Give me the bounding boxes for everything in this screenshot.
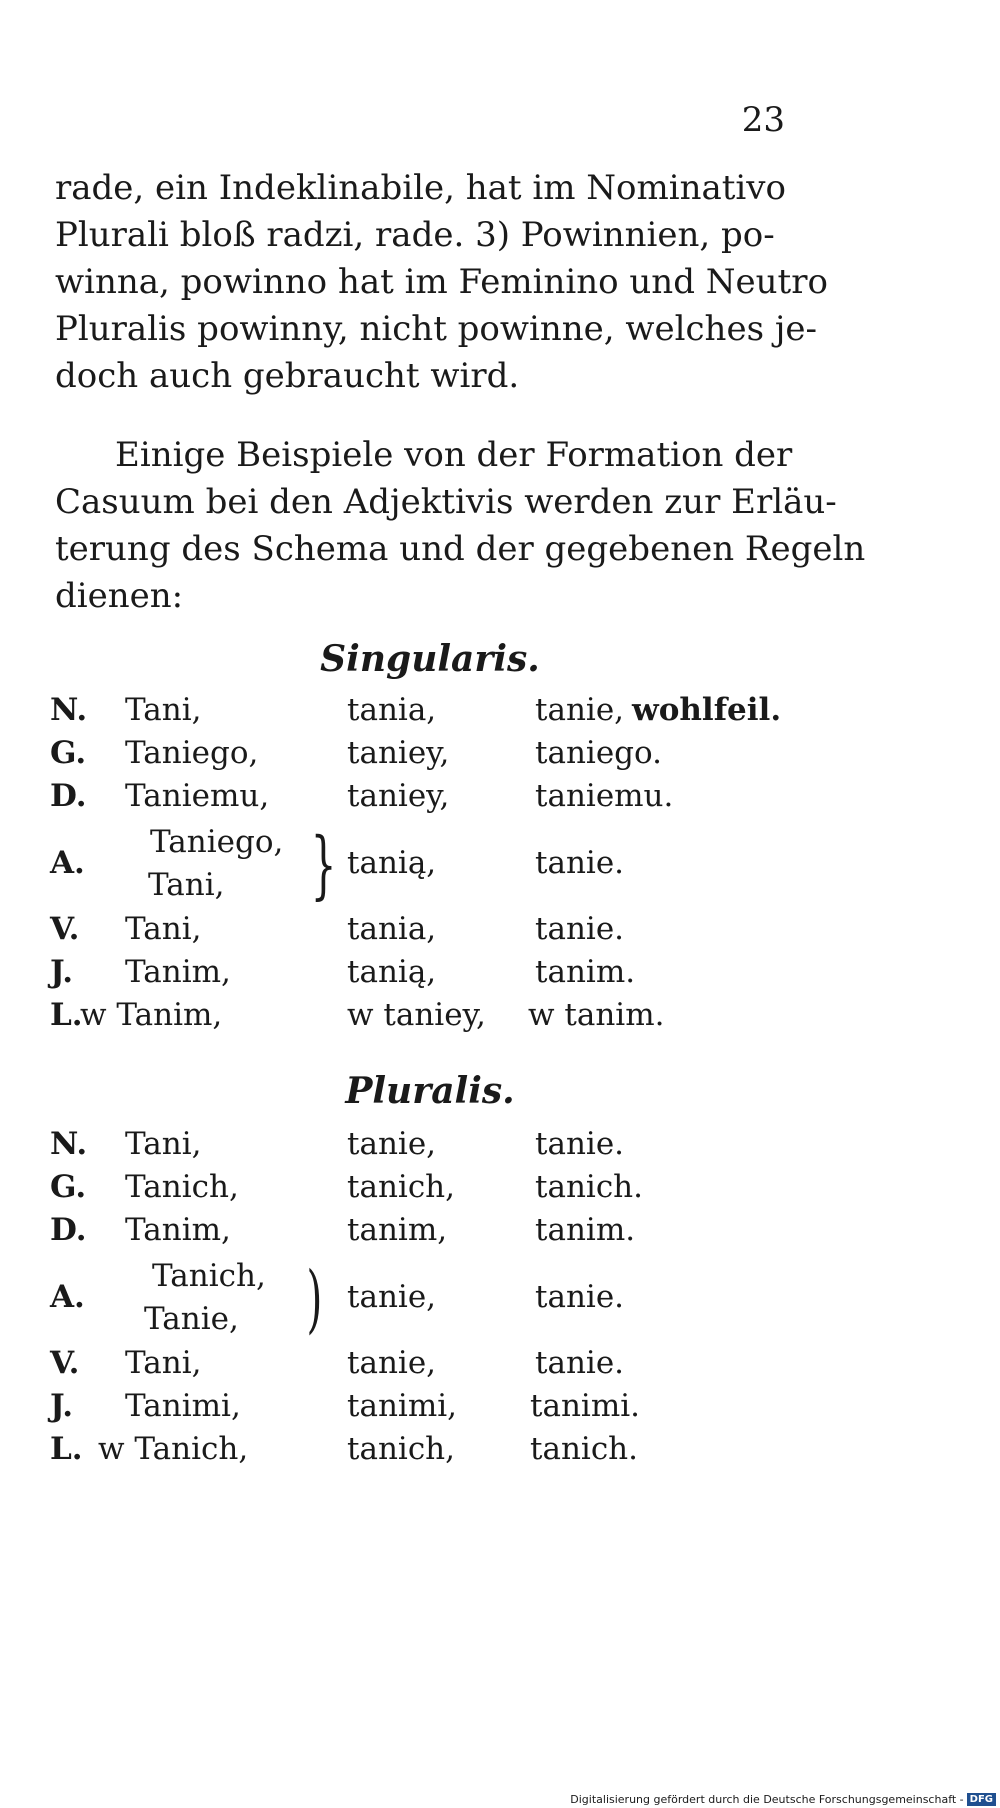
neuter-form: tanie. (535, 1279, 625, 1315)
text-line: Casuum bei den Adjektivis werden zur Erläu- (55, 482, 837, 522)
plural-heading: Pluralis. (345, 1070, 515, 1112)
case-label: N. (50, 1126, 88, 1162)
feminine-form: tania, (347, 692, 437, 728)
feminine-form: tanie, (347, 1345, 437, 1381)
table-row (50, 1169, 790, 1212)
singular-declension-table (50, 692, 790, 1040)
neuter-form: tanim. (535, 1212, 636, 1248)
brace: ) (306, 1256, 323, 1342)
case-label: A. (50, 1279, 85, 1315)
neuter-form: tanie. (535, 845, 625, 881)
neuter-form: taniemu. (535, 778, 674, 814)
masculine-form: Tani, (125, 911, 202, 947)
masculine-inanimate-form: Tani, (148, 867, 225, 903)
table-row (50, 954, 790, 997)
feminine-form: tanią, (347, 954, 437, 990)
text-line: Plurali bloß radzi, rade. 3) Powinnien, po- (55, 215, 775, 255)
feminine-form: tanich, (347, 1169, 456, 1205)
masculine-form: Tanich, (125, 1169, 239, 1205)
footer-text: Digitalisierung gefördert durch die Deutsche Forschungsgemeinschaft - (570, 1793, 964, 1806)
neuter-form: tanie. (535, 1126, 625, 1162)
neuter-form: tanim. (535, 954, 636, 990)
masculine-animate-form: Taniego, (150, 824, 284, 860)
feminine-form: tanich, (347, 1431, 456, 1467)
masculine-form: w Tanich, (98, 1431, 249, 1467)
case-label: J. (50, 1388, 74, 1424)
masculine-forms (120, 821, 283, 907)
table-row (50, 1212, 790, 1255)
neuter-value: tanie, (535, 692, 625, 728)
dfg-logo: DFG (967, 1793, 996, 1806)
case-label: J. (50, 954, 74, 990)
table-row (50, 1345, 790, 1388)
feminine-form: tanie, (347, 1126, 437, 1162)
gloss: wohlfeil. (632, 692, 782, 728)
case-label: G. (50, 1169, 87, 1205)
masculine-form: Taniego, (125, 735, 259, 771)
masculine-nonpersonal-form: Tanie, (144, 1301, 239, 1337)
feminine-form: tania, (347, 911, 437, 947)
digitization-footer (570, 1793, 996, 1806)
singular-heading: Singularis. (320, 638, 540, 680)
masculine-form: Tani, (125, 1345, 202, 1381)
feminine-form: tanim, (347, 1212, 448, 1248)
text-line: terung des Schema und der gegebenen Regeln (55, 529, 866, 569)
neuter-form (535, 692, 781, 728)
feminine-form: taniey, (347, 735, 450, 771)
neuter-form: tanie. (535, 911, 625, 947)
case-label: V. (50, 911, 80, 947)
masculine-form: Tanim, (125, 954, 231, 990)
case-label: L. (50, 1431, 83, 1467)
masculine-form: Tanim, (125, 1212, 231, 1248)
table-row (50, 1431, 790, 1474)
feminine-form: tanimi, (347, 1388, 457, 1424)
text-line: winna, powinno hat im Feminino und Neutro (55, 262, 828, 302)
masculine-form: Tani, (125, 692, 202, 728)
masculine-form: Taniemu, (125, 778, 270, 814)
case-label: G. (50, 735, 87, 771)
neuter-form: tanimi. (530, 1388, 640, 1424)
neuter-form: tanich. (530, 1431, 639, 1467)
case-label: V. (50, 1345, 80, 1381)
table-row (50, 1255, 790, 1345)
table-row (50, 692, 790, 735)
plural-declension-table (50, 1126, 790, 1474)
case-label: L. (50, 997, 83, 1033)
page-number: 23 (741, 100, 785, 140)
text-line: Einige Beispiele von der Formation der (115, 435, 793, 475)
masculine-forms (120, 1255, 266, 1341)
case-label: D. (50, 778, 87, 814)
table-row (50, 821, 790, 911)
text-line: doch auch gebraucht wird. (55, 356, 520, 396)
table-row (50, 1126, 790, 1169)
neuter-form: tanich. (535, 1169, 644, 1205)
table-row (50, 1388, 790, 1431)
text-line: Pluralis powinny, nicht powinne, welches je- (55, 309, 817, 349)
table-row (50, 911, 790, 954)
paragraph-1 (55, 165, 828, 400)
neuter-form: tanie. (535, 1345, 625, 1381)
case-label: A. (50, 845, 85, 881)
table-row (50, 997, 790, 1040)
table-row (50, 735, 790, 778)
neuter-form: taniego. (535, 735, 662, 771)
paragraph-2 (55, 432, 866, 620)
neuter-form: w tanim. (528, 997, 665, 1033)
masculine-form: w Tanim, (80, 997, 223, 1033)
feminine-form: w taniey, (347, 997, 486, 1033)
masculine-personal-form: Tanich, (152, 1258, 266, 1294)
masculine-form: Tani, (125, 1126, 202, 1162)
case-label: N. (50, 692, 88, 728)
brace: } (310, 822, 337, 908)
text-line: rade, ein Indeklinabile, hat im Nominativo (55, 168, 786, 208)
feminine-form: tanią, (347, 845, 437, 881)
feminine-form: taniey, (347, 778, 450, 814)
case-label: D. (50, 1212, 87, 1248)
text-line: dienen: (55, 576, 184, 616)
feminine-form: tanie, (347, 1279, 437, 1315)
table-row (50, 778, 790, 821)
masculine-form: Tanimi, (125, 1388, 241, 1424)
